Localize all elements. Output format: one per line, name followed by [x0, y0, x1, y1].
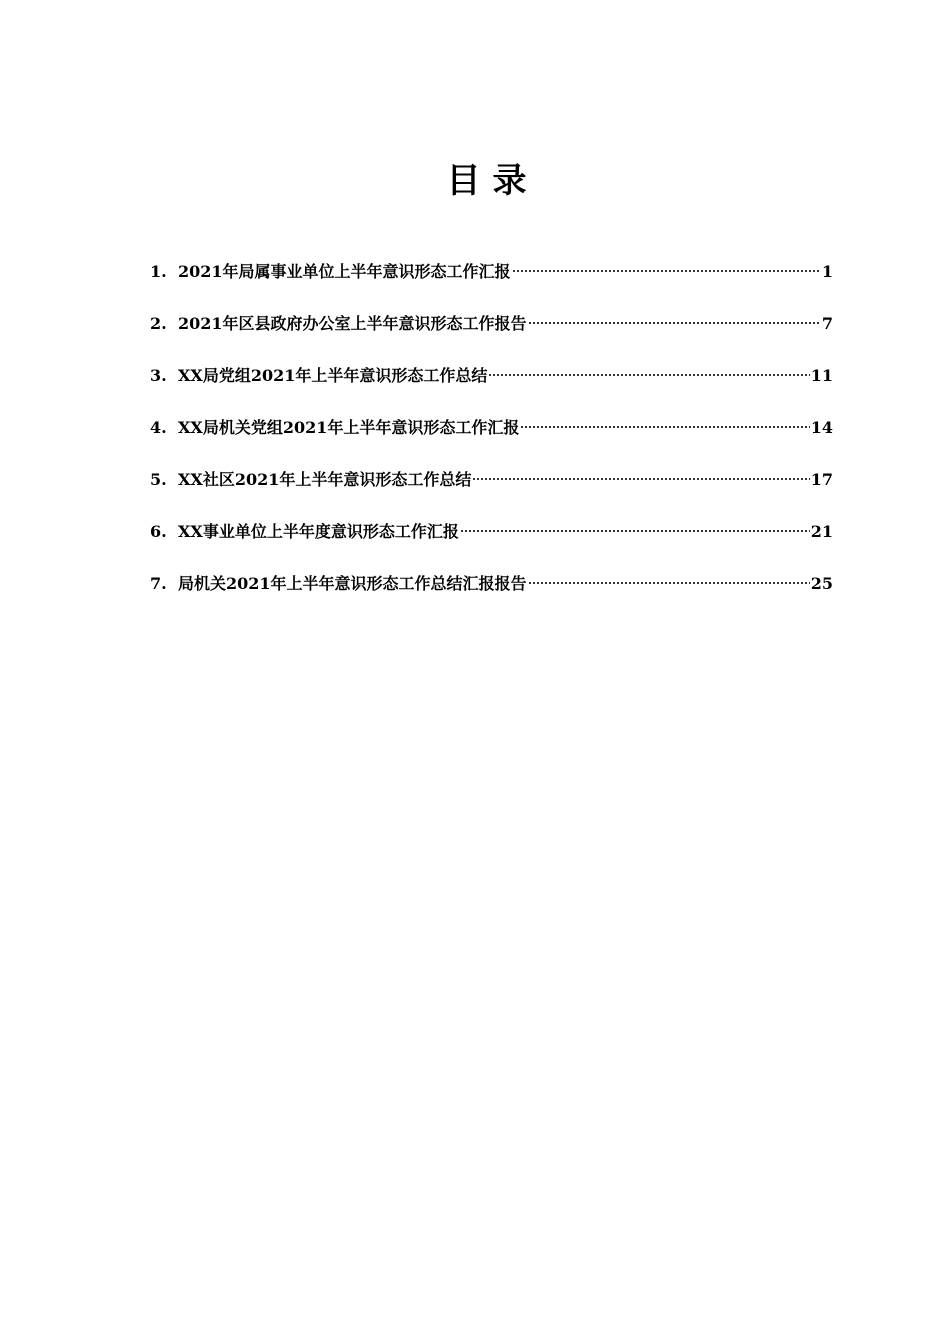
toc-entry-title[interactable]: 2021年区县政府办公室上半年意识形态工作报告 [178, 314, 527, 333]
toc-entry-7[interactable] [150, 569, 833, 621]
toc-entry-number: 2. [150, 314, 167, 333]
toc-dot-leader [512, 269, 821, 273]
toc-entry-3[interactable] [150, 361, 833, 413]
toc-entry-2[interactable] [150, 309, 833, 361]
toc-entry-title[interactable]: XX局党组2021年上半年意识形态工作总结 [178, 366, 488, 385]
toc-entry-title[interactable]: XX局机关党组2021年上半年意识形态工作汇报 [178, 418, 520, 437]
toc-entry-number: 3. [150, 366, 167, 385]
toc-entry-title[interactable]: XX事业单位上半年度意识形态工作汇报 [178, 522, 459, 541]
toc-entry-page[interactable]: 14 [810, 418, 833, 437]
toc-dot-leader [460, 529, 810, 533]
toc-entry-1[interactable] [150, 257, 833, 309]
toc-dot-leader [520, 425, 809, 429]
toc-entry-number: 1. [150, 262, 167, 281]
toc-dot-leader [472, 477, 809, 481]
toc-entry-page[interactable]: 17 [810, 470, 833, 489]
toc-dot-leader [528, 581, 810, 585]
toc-dot-leader [488, 373, 809, 377]
toc-entry-page[interactable]: 21 [810, 522, 833, 541]
toc-dot-leader [528, 321, 821, 325]
toc-entry-6[interactable] [150, 517, 833, 569]
toc-entry-title[interactable]: XX社区2021年上半年意识形态工作总结 [178, 470, 472, 489]
toc-entry-page[interactable]: 11 [810, 366, 833, 385]
toc-entry-page[interactable]: 1 [821, 262, 833, 281]
toc-entry-number: 7. [150, 574, 167, 593]
toc-entry-number: 5. [150, 470, 167, 489]
toc-entry-5[interactable] [150, 465, 833, 517]
toc-entry-title[interactable]: 2021年局属事业单位上半年意识形态工作汇报 [178, 262, 511, 281]
toc-entry-4[interactable] [150, 413, 833, 465]
toc-list [150, 257, 833, 621]
toc-title: 目录 [446, 161, 539, 201]
toc-entry-title[interactable]: 局机关2021年上半年意识形态工作总结汇报报告 [178, 574, 527, 593]
toc-entry-page[interactable]: 7 [821, 314, 833, 333]
toc-entry-number: 4. [150, 418, 167, 437]
toc-entry-number: 6. [150, 522, 167, 541]
toc-entry-page[interactable]: 25 [810, 574, 833, 593]
